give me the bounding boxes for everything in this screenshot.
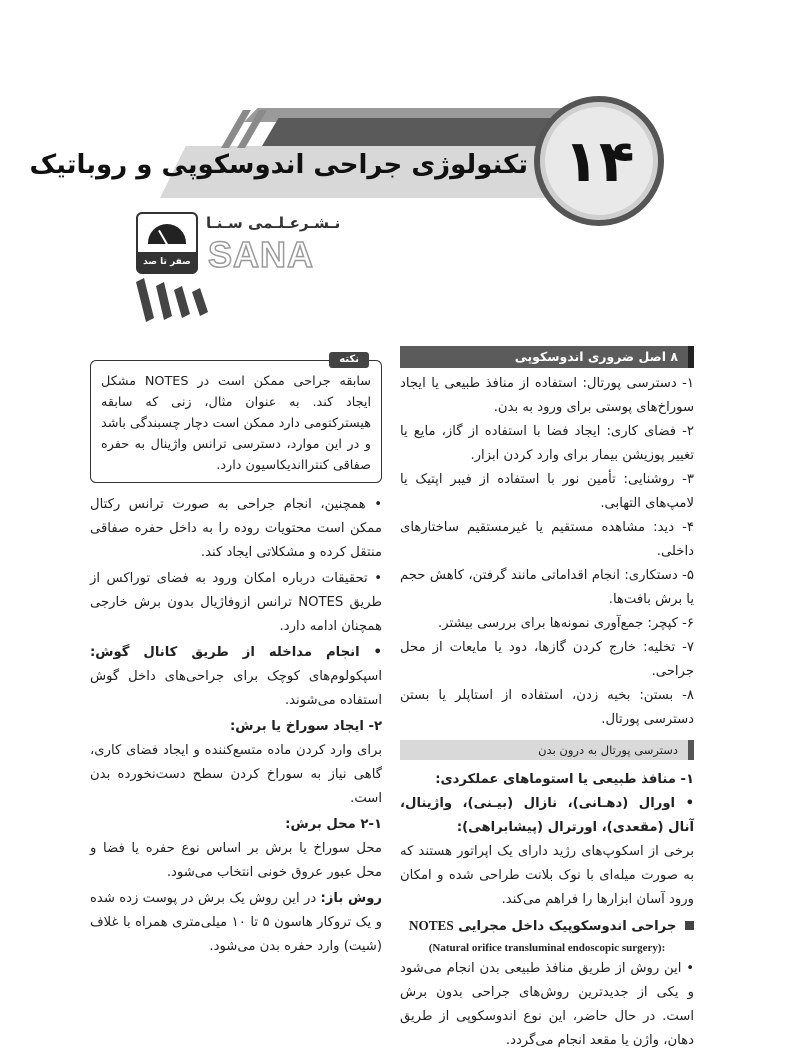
publisher-logo bbox=[136, 212, 198, 274]
chapter-number: ۱۴ bbox=[563, 127, 635, 195]
paragraph: برخی از اسکوپ‌های رژید دارای یک اپراتور هستند که به صورت میله‌ای با نوک بلانت طراحی شده و امکان ورود آسان ابزارها را فراهم می‌کند. bbox=[400, 844, 694, 907]
gauge-icon bbox=[148, 224, 186, 244]
bullet-bold-lead: • انجام مداخله از طریق کانال گوش: bbox=[90, 645, 382, 660]
paragraph bbox=[90, 887, 382, 959]
chapter-title: تکنولوژی جراحی اندوسکوپی و روباتیک bbox=[29, 150, 528, 180]
paragraph: محل سوراخ یا برش بر اساس نوع حفره یا فضا و محل عبور عروق خونی انتخاب می‌شود. bbox=[90, 841, 382, 880]
list-item: ۵- دستکاری: انجام اقداماتی مانند گرفتن، کاهش حجم یا برش بافت‌ها. bbox=[400, 568, 694, 607]
decorative-strokes-icon bbox=[132, 272, 212, 324]
list-item: ۴- دید: مشاهده مستقیم یا غیرمستقیم ساختارهای داخلی. bbox=[400, 520, 694, 559]
publisher-name: نـشـرعـلـمی سـنـا bbox=[206, 214, 341, 232]
list-item: ۸- بستن: بخیه زدن، استفاده از استاپلر یا بستن دسترسی پورتال. bbox=[400, 688, 694, 727]
list-item: ۷- تخلیه: خارج کردن گازها، دود یا مایعات از محل جراحی. bbox=[400, 640, 694, 679]
list-item: ۲- فضای کاری: ایجاد فضا با استفاده از گاز، مایع یا تغییر پوزیشن بیمار برای وارد کردن ابزار. bbox=[400, 424, 694, 463]
list-item: ۳- روشنایی: تأمین نور با استفاده از فیبر اپتیک یا لامپ‌های التهابی. bbox=[400, 472, 694, 511]
list-item: ۶- کپچر: جمع‌آوری نمونه‌ها برای بررسی بیشتر. bbox=[438, 616, 694, 631]
open-method-label: روش باز: bbox=[320, 891, 382, 906]
item-heading: ۱- منافذ طبیعی یا استوماهای عملکردی: bbox=[435, 772, 694, 787]
paragraph: • این روش از طریق منافذ طبیعی بدن انجام می‌شود و یکی از جدیدترین روش‌های جراحی بدون برش است. در حال حاضر، این نوع اندوسکوپی از طریق دهان، واژن یا مقعد انجام می‌گردد. bbox=[400, 961, 694, 1048]
notes-heading-text: جراحی اندوسکوپیک داخل مجرایی bbox=[458, 919, 677, 934]
chapter-number-badge bbox=[534, 96, 664, 226]
notes-heading bbox=[400, 914, 694, 939]
bullet-paragraph bbox=[90, 641, 382, 713]
notes-acronym: NOTES bbox=[408, 918, 454, 933]
logo-caption: صفر تا صد bbox=[138, 252, 196, 272]
right-column bbox=[400, 346, 694, 1055]
note-tag: نکته bbox=[329, 352, 369, 368]
left-column bbox=[90, 354, 383, 961]
bullet-paragraph: • همچنین، انجام جراحی به صورت ترانس رکتال ممکن است محتویات روده را به داخل حفره صفاقی منتقل کرده و مشکلاتی ایجاد کند. bbox=[90, 497, 382, 560]
square-bullet-icon bbox=[685, 921, 694, 930]
paragraph: برای وارد کردن ماده متسع‌کننده و ایجاد فضای کاری، گاهی نیاز به سوراخ کردن سطح دست‌نخورده بدن است. bbox=[90, 743, 382, 806]
principles-list bbox=[400, 372, 694, 732]
note-box bbox=[90, 354, 382, 483]
list-item: ۱- دسترسی پورتال: استفاده از منافذ طبیعی یا ایجاد سوراخ‌های پوستی برای ورود به بدن. bbox=[400, 376, 694, 415]
item-heading: ۲- ایجاد سوراخ یا برش: bbox=[230, 719, 382, 734]
publisher-latin-logo: SANA bbox=[208, 234, 315, 275]
chapter-header bbox=[0, 0, 788, 340]
section-heading: ۸ اصل ضروری اندوسکوپی bbox=[400, 346, 694, 368]
bullet-text: اسپکولوم‌های کوچک برای جراحی‌های داخل گوش استفاده می‌شوند. bbox=[90, 669, 382, 708]
bullet-paragraph: • تحقیقات درباره امکان ورود به فضای توراکس از طریق NOTES ترانس ازوفاژیال بدون برش خارجی همچنان ادامه دارد. bbox=[90, 571, 382, 634]
open-method-text: در این روش یک برش در پوست زده شده و یک تروکار هاسون ۵ تا ۱۰ میلی‌متری همراه با غلاف (شیت) وارد حفره بدن می‌شود. bbox=[90, 891, 383, 954]
bullet-heading: • اورال (دهـانی)، نازال (بیـنی)، واژینال، آنال (مقعدی)، اورترال (پیشابراهی): bbox=[400, 796, 694, 835]
notes-full-name: (Natural orifice transluminal endoscopic surgery): bbox=[428, 942, 666, 954]
subsection-heading: دسترسی پورتال به درون بدن bbox=[400, 740, 694, 760]
note-text: سابقه جراحی ممکن است در NOTES مشکل ایجاد کند. به عنوان مثال، زنی که سابقه هیسترکتومی دارد ممکن است دچار چسبندگی باشد و در این موارد، دسترسی ترانس واژینال به حفره صفاقی کنترااندیکاسیون دارد. bbox=[101, 374, 371, 473]
subitem-heading: ۲-۱ محل برش: bbox=[285, 817, 382, 832]
